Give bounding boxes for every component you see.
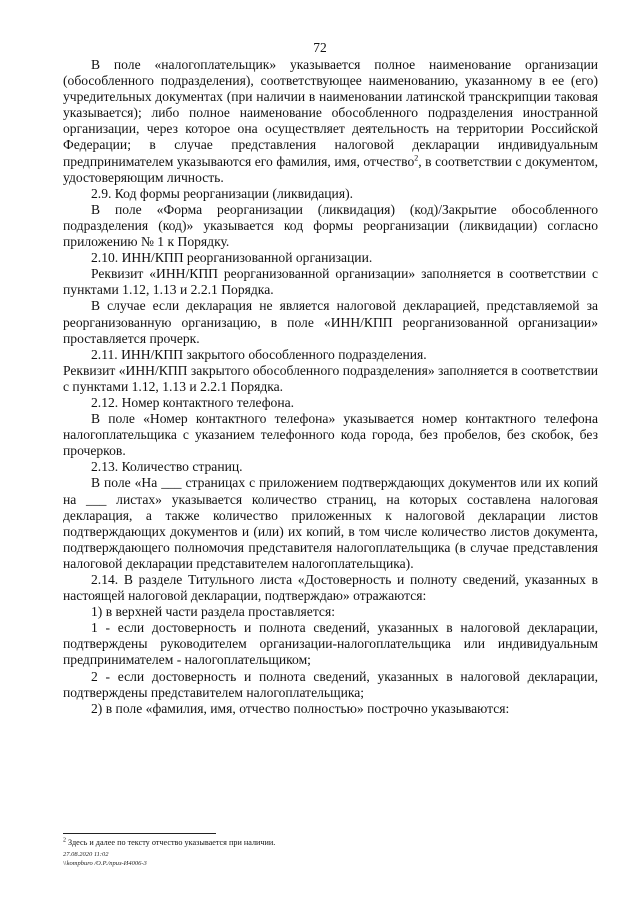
paragraph: В случае если декларация не является налоговой декларацией, представляемой за реорганизованную организацию, в поле «ИНН/КПП реорганизованной организации» проставляется прочерк. [63,298,598,346]
paragraph: Реквизит «ИНН/КПП реорганизованной организации» заполняется в соответствии с пунктами 1.12, 1.13 и 2.2.1 Порядка. [63,266,598,298]
footnote-number: 2 [63,837,66,844]
paragraph: Реквизит «ИНН/КПП закрытого обособленного подразделения» заполняется в соответствии с пунктами 1.12, 1.13 и 2.2.1 Порядка. [63,362,598,394]
paragraph: В поле «На ___ страницах с приложением подтверждающих документов или их копий на ___ листах» указывается количество страниц, на которых составлена налоговая декларация, а также количество приложенных к налоговой декларации листов подтверждающих документов и (или) их копий, в том числе количество листов документа, подтверждающего полномочия представителя налогоплательщика (в случае представления налоговой декларации представителем налогоплательщика). [63,475,598,571]
heading-2-12: 2.12. Номер контактного телефона. [91,394,295,410]
heading-2-13: 2.13. Количество страниц. [91,459,243,475]
footnote-text: Здесь и далее по тексту отчество указывается при наличии. [68,838,276,847]
paragraph: 2) в поле «фамилия, имя, отчество полностью» построчно указываются: [91,700,510,716]
heading-2-9: 2.9. Код формы реорганизации (ликвидация). [91,185,353,201]
paragraph-text: В поле «налогоплательщик» указывается полное наименование организации (обособленного подразделения), соответствующее наименованию, указанному в ее (его) учредительных документах (при наличии в наименовании латинской транскрипции таковая указывается); либо полное наименование обособленного подразделения иностранной организации, через которое она осуществляет деятельность на территории Российской Федерации; в случае представления налоговой декларации индивидуальным предпринимателем указываются его фамилия, имя, отчество [63,57,598,169]
footnote-divider [63,833,216,834]
heading-2-11: 2.11. ИНН/КПП закрытого обособленного подразделения. [91,346,427,362]
heading-2-10: 2.10. ИНН/КПП реорганизованной организации. [91,250,373,266]
paragraph: 1 - если достоверность и полнота сведений, указанных в налоговой декларации, подтверждены руководителем организации-налогоплательщика или индивидуальным предпринимателем - налогоплательщиком; [63,620,598,668]
paragraph-taxpayer-field [63,57,598,186]
footnote [63,838,583,848]
body-text [63,57,598,717]
paragraph: 2 - если достоверность и полнота сведений, указанных в налоговой декларации, подтверждены представителем налогоплательщика; [63,668,598,700]
paragraph: 1) в верхней части раздела проставляется: [91,604,335,620]
paragraph: В поле «Номер контактного телефона» указывается номер контактного телефона налогоплательщика с указанием телефонного кода города, без пробелов, без скобок, без прочерков. [63,411,598,459]
paragraph: В поле «Форма реорганизации (ликвидация) (код)/Закрытие обособленного подразделения (код)» указывается код формы реорганизации (ликвидации) согласно приложению № 1 к Порядку. [63,201,598,250]
paragraph-text-tail: , в соответствии с документом, удостоверяющим личность. [63,153,598,185]
footnote-reference: 2 [414,153,419,163]
file-path: \\kompburo /О.Р./приз-И4006-3 [63,860,147,867]
page-number: 72 [313,40,327,55]
heading-2-14: 2.14. В разделе Титульного листа «Достоверность и полноту сведений, указанных в настоящей налоговой декларации, подтверждаю» отражаются: [63,572,598,604]
print-timestamp: 27.08.2020 11:02 [63,851,109,858]
